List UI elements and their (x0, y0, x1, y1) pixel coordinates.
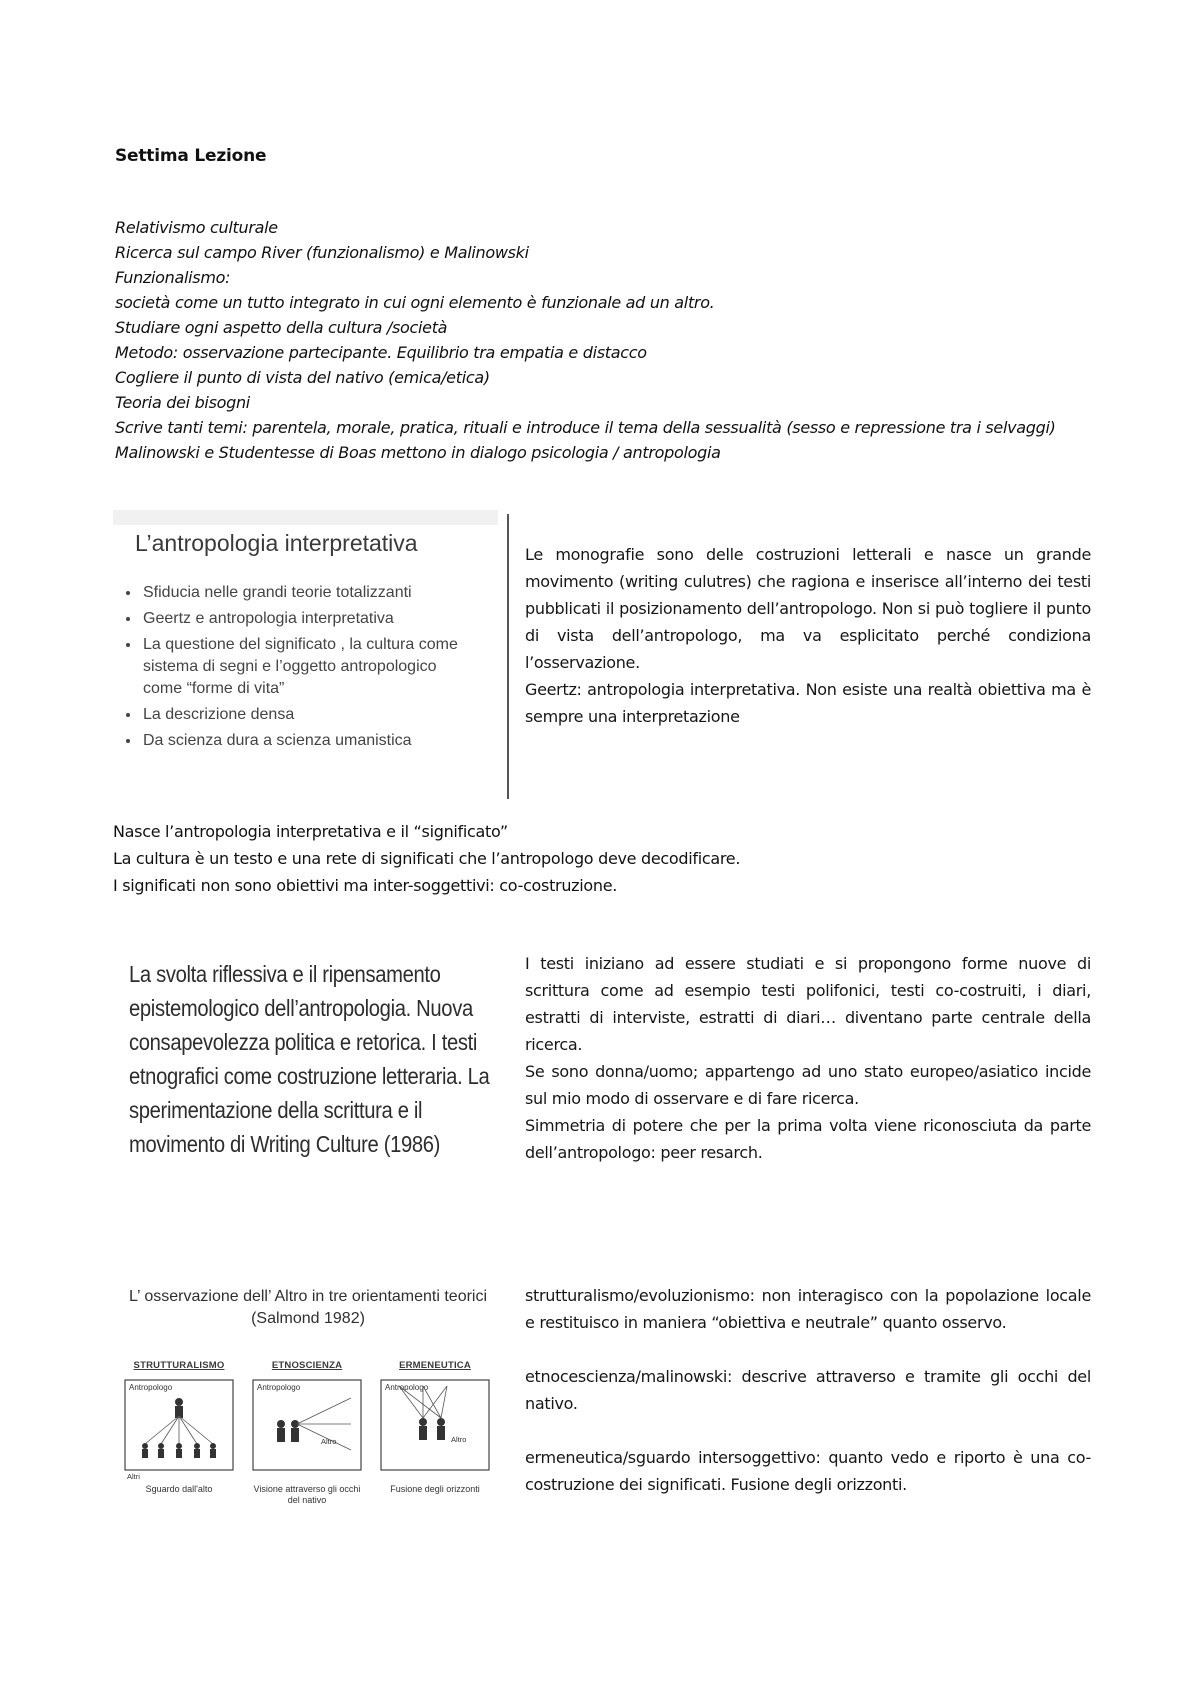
slide-antropologia-interpretativa (113, 510, 498, 782)
panel-top-label: Antropologo (385, 1383, 429, 1392)
note-line: Studiare ogni aspetto della cultura /società (115, 318, 448, 337)
slide-title: L’antropologia interpretativa (135, 530, 418, 556)
slide1-commentary (525, 541, 1091, 730)
slide2-commentary (525, 950, 1091, 1166)
note-line: Relativismo culturale (115, 218, 278, 237)
note-line: società come un tutto integrato in cui ogni elemento è funzionale ad un altro. (115, 293, 715, 312)
slide-bullet: • La questione del significato , la cultura come sistema di segni e l’oggetto antropologico come “forme di vita” (141, 634, 471, 700)
interpretive-summary (113, 818, 1013, 899)
diagram-etnoscienza (251, 1378, 363, 1482)
panel-side-label: Altri (127, 1472, 140, 1481)
paragraph: I testi iniziano ad essere studiati e si propongono forme nuove di scrittura come ad esempio testi polifonici, testi co-costruiti, i diari, estratti di interviste, estratti di diari… diventano parte centrale della ricerca. (525, 954, 1091, 1054)
paragraph: Le monografie sono delle costruzioni letterali e nasce un grande movimento (writing culutres) che ragiona e inserisce all’interno dei testi pubblicati il posizionamento dell’antropologo. Non si può togliere il punto di vista dell’antropologo, ma va esplicitato perché condiziona l’osservazione. (525, 545, 1091, 672)
note-line: Malinowski e Studentesse di Boas mettono in dialogo psicologia / antropologia (115, 443, 721, 462)
summary-line: La cultura è un testo e una rete di significati che l’antropologo deve decodificare. (113, 849, 741, 868)
slide-bullet: • Sfiducia nelle grandi teorie totalizzanti (141, 582, 471, 604)
note-line: Funzionalismo: (115, 268, 231, 287)
paragraph: ermeneutica/sguardo intersoggettivo: quanto vedo e riporto è una co-costruzione dei significati. Fusione degli orizzonti. (525, 1448, 1091, 1494)
lecture-notes (115, 215, 1075, 465)
slide-bullet-list (127, 582, 471, 756)
paragraph: etnocescienza/malinowski: descrive attraverso e tramite gli occhi del nativo. (525, 1367, 1091, 1413)
panel-etnoscienza (251, 1360, 363, 1520)
slide3-commentary (525, 1282, 1091, 1498)
slide-title: L’ osservazione dell’ Altro in tre orientamenti teorici (Salmond 1982) (128, 1288, 488, 1327)
vertical-divider (507, 514, 509, 799)
slide-bullet: • Da scienza dura a scienza umanistica (141, 730, 471, 752)
panel-title: STRUTTURALISMO (133, 1360, 225, 1371)
slide-bullet: • La descrizione densa (141, 704, 471, 726)
slide-svolta-riflessiva (113, 955, 508, 1170)
note-line: Metodo: osservazione partecipante. Equilibrio tra empatia e distacco (115, 343, 647, 362)
summary-line: Nasce l’antropologia interpretativa e il “significato” (113, 822, 508, 841)
panel-caption: Sguardo dall'alto (145, 1484, 213, 1494)
summary-line: I significati non sono obiettivi ma inter-soggettivi: co-costruzione. (113, 876, 618, 895)
paragraph: Simmetria di potere che per la prima volta viene riconosciuta da parte dell’antropologo: peer resarch. (525, 1116, 1091, 1162)
note-line: Ricerca sul campo River (funzionalismo) e Malinowski (115, 243, 529, 262)
note-line: Scrive tanti temi: parentela, morale, pratica, rituali e introduce il tema della sessualità (sesso e repressione tra i selvaggi) (115, 418, 1056, 437)
panel-top-label: Antropologo (129, 1383, 173, 1392)
diagram-ermeneutica (379, 1378, 491, 1482)
note-line: Teoria dei bisogni (115, 393, 250, 412)
note-line: Cogliere il punto di vista del nativo (emica/etica) (115, 368, 490, 387)
panel-side-label: Altro (321, 1437, 337, 1446)
slide-osservazione-altro (113, 1270, 508, 1530)
document-title: Settima Lezione (115, 146, 267, 166)
panel-caption: Visione attraverso gli occhi del nativo (253, 1484, 361, 1505)
panel-caption: Fusione degli orizzonti (390, 1484, 480, 1494)
panel-ermeneutica (379, 1360, 491, 1520)
paragraph: Se sono donna/uomo; appartengo ad uno stato europeo/asiatico incide sul mio modo di osservare e di fare ricerca. (525, 1062, 1091, 1108)
panel-side-label: Altro (451, 1435, 467, 1444)
paragraph: strutturalismo/evoluzionismo: non interagisco con la popolazione locale e restituisco in maniera “obiettiva e neutrale” quanto osservo. (525, 1286, 1091, 1332)
panel-title: ERMENEUTICA (399, 1360, 471, 1371)
panel-top-label: Antropologo (257, 1383, 301, 1392)
slide-text: La svolta riflessiva e il ripensamento epistemologico dell’antropologia. Nuova consapevolezza politica e retorica. I testi etnografici come costruzione letteraria. La sperimentazione della scrittura e il movimento di Writing Culture (1986) (129, 961, 490, 1157)
slide-bullet: • Geertz e antropologia interpretativa (141, 608, 471, 630)
diagram-strutturalismo (123, 1378, 235, 1482)
panel-strutturalismo (123, 1360, 235, 1520)
paragraph: Geertz: antropologia interpretativa. Non esiste una realtà obiettiva ma è sempre una interpretazione (525, 680, 1091, 726)
panel-title: ETNOSCIENZA (271, 1360, 343, 1371)
